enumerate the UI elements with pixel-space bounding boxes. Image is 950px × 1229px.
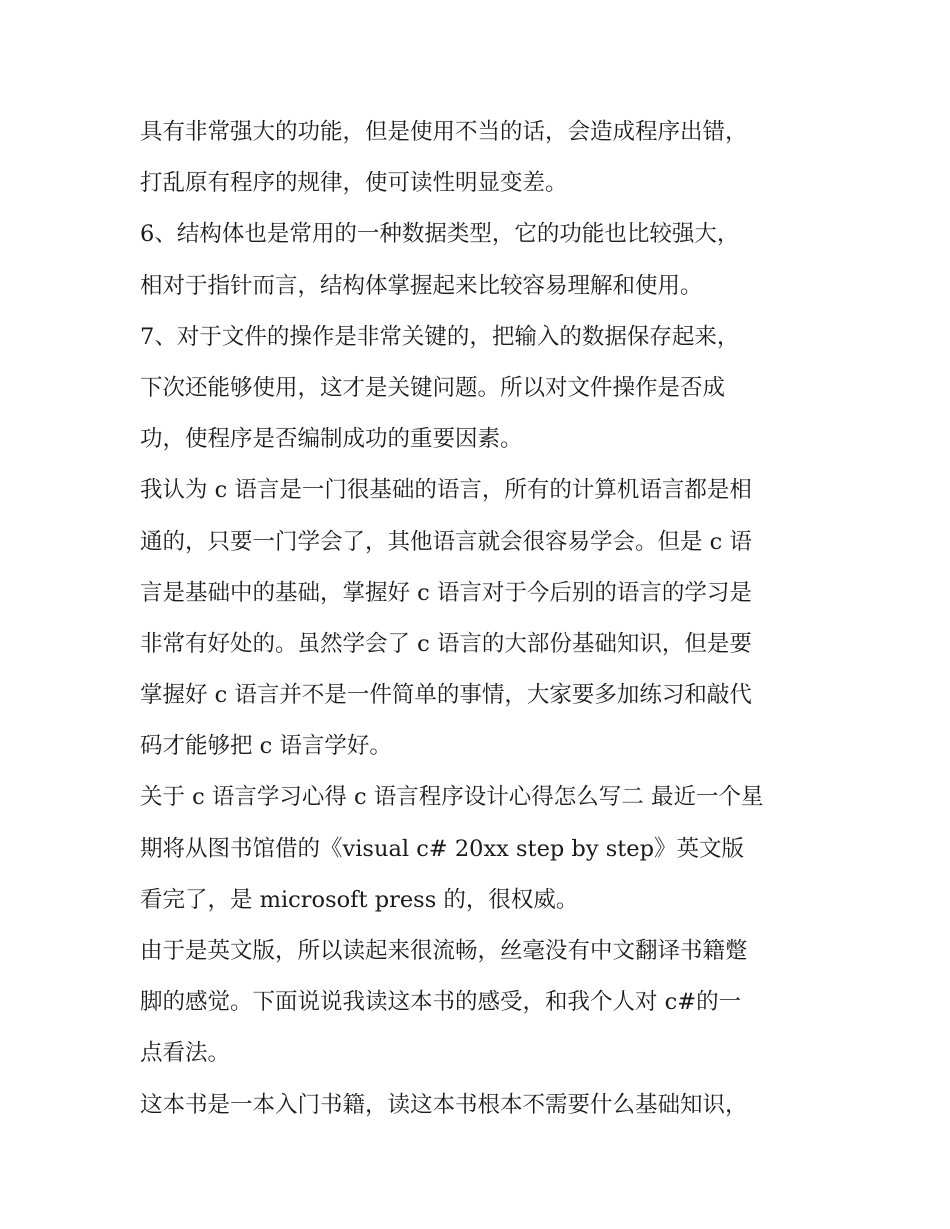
text-line-1: 具有非常强大的功能，但是使用不当的话，会造成程序出错，: [140, 119, 748, 145]
text-line-19: 点看法。: [140, 1040, 231, 1067]
text-line-9: 通的，只要一门学会了，其他语言就会很容易学会。但是 c 语: [140, 528, 752, 555]
text-line-17: 由于是英文版，所以读起来很流畅，丝毫没有中文翻译书籍蹩: [140, 938, 748, 964]
text-line-6: 下次还能够使用，这才是关键问题。所以对文件操作是否成: [140, 374, 726, 401]
text-line-14: 关于 c 语言学习心得 c 语言程序设计心得怎么写二 最近一个星: [140, 784, 764, 811]
text-line-20: 这本书是一本入门书籍，读这本书根本不需要什么基础知识，: [140, 1091, 748, 1118]
text-line-12: 掌握好 c 语言并不是一件简单的事情，大家要多加练习和敲代: [140, 682, 752, 709]
text-line-13: 码才能够把 c 语言学好。: [140, 733, 392, 760]
text-line-5: 7、对于文件的操作是非常关键的，把输入的数据保存起来，: [140, 323, 740, 350]
text-line-8: 我认为 c 语言是一门很基础的语言，所有的计算机语言都是相: [140, 477, 752, 504]
text-line-4: 相对于指针而言，结构体掌握起来比较容易理解和使用。: [140, 272, 703, 299]
document-body: [140, 107, 820, 1131]
text-line-16: 看完了，是 microsoft press 的，很权威。: [140, 886, 579, 913]
text-line-3: 6、结构体也是常用的一种数据类型，它的功能也比较强大，: [140, 221, 740, 248]
text-line-11: 非常有好处的。虽然学会了 c 语言的大部份基础知识，但是要: [140, 630, 752, 657]
text-line-7: 功，使程序是否编制成功的重要因素。: [140, 426, 523, 453]
text-line-18: 脚的感觉。下面说说我读这本书的感受，和我个人对 c#的一: [140, 989, 742, 1016]
text-line-10: 言是基础中的基础，掌握好 c 语言对于今后别的语言的学习是: [140, 579, 752, 606]
text-line-15: 期将从图书馆借的《visual c# 20xx step by step》英文版: [140, 835, 745, 862]
text-line-2: 打乱原有程序的规律，使可读性明显变差。: [140, 170, 568, 197]
